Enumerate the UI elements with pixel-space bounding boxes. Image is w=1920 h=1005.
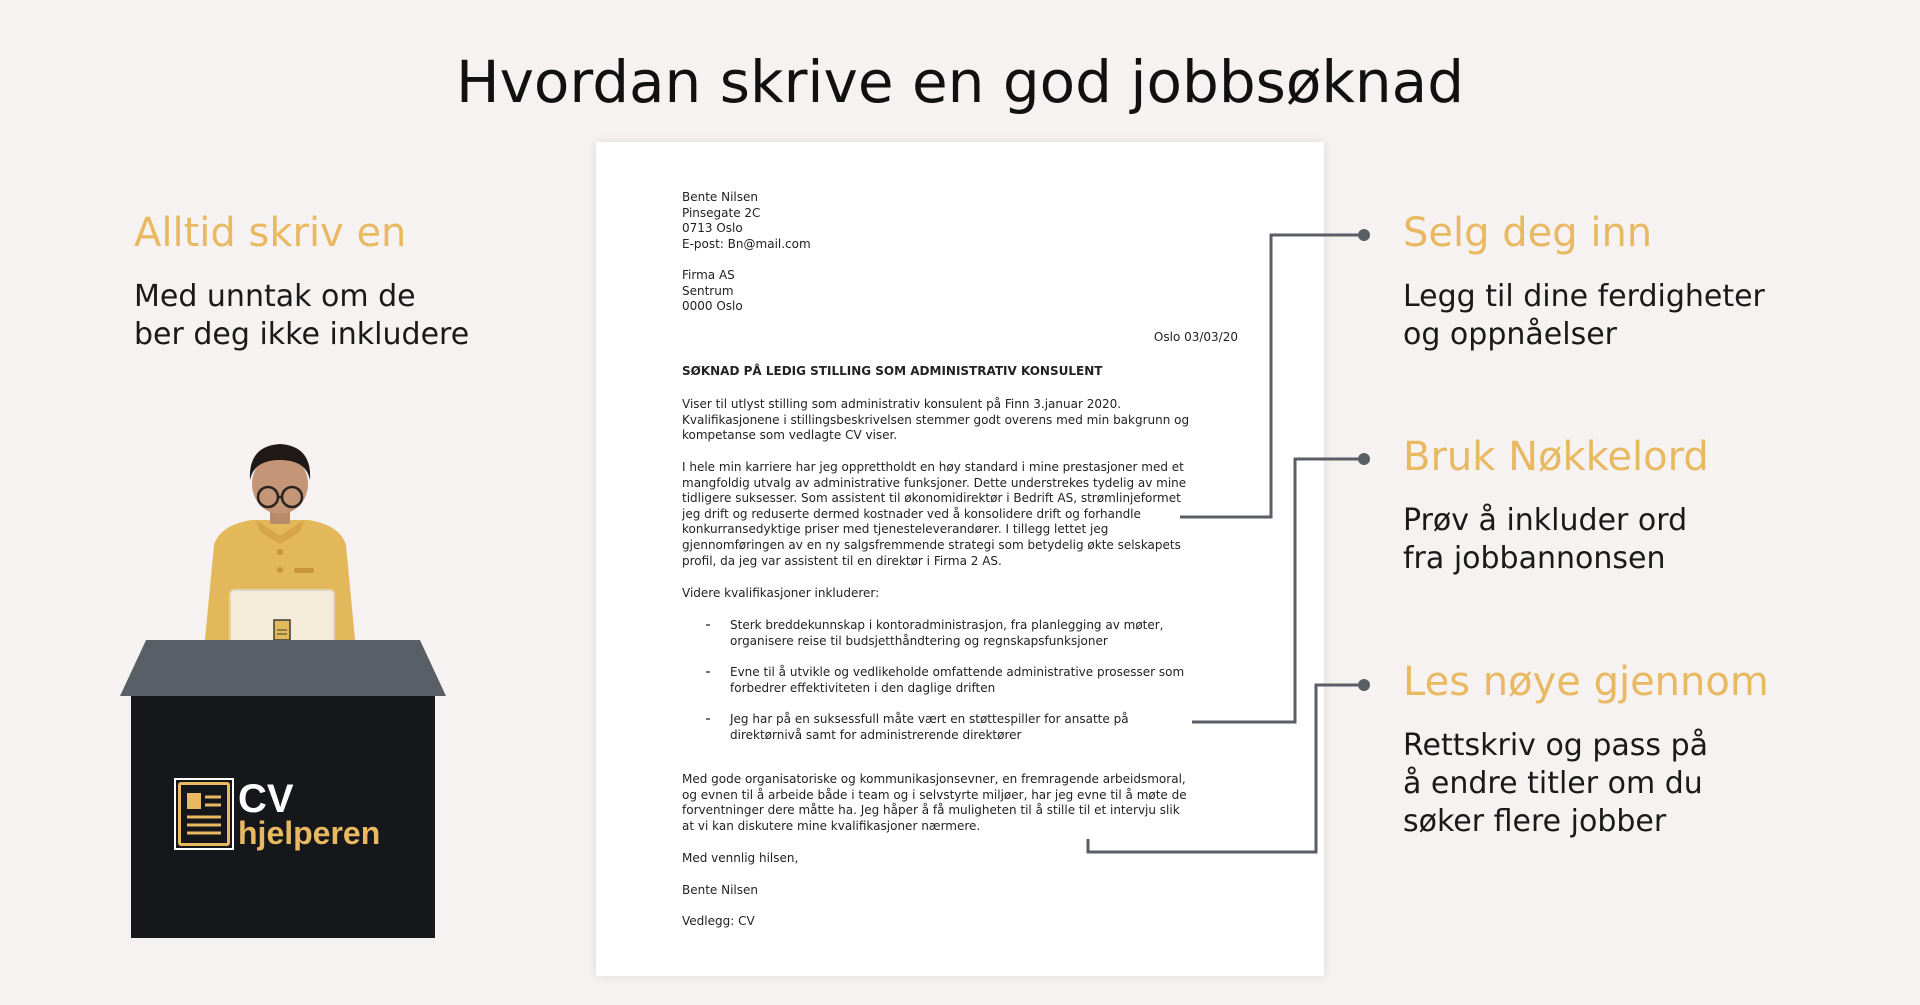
tip-heading: Selg deg inn xyxy=(1403,210,1653,256)
letter-line: tidligere suksesser. Som assistent til økonomidirektør i Bedrift AS, strømlinjeformet xyxy=(682,491,1181,506)
letter-line: I hele min karriere har jeg opprettholdt en høy standard i mine prestasjoner med et xyxy=(682,460,1184,474)
letter-line: og evnen til å arbeide både i team og i selvstyrte miljøer, har jeg evne til å møte de xyxy=(682,787,1187,802)
letter-line: Evne til å utvikle og vedlikeholde omfattende administrative prosesser som xyxy=(730,665,1185,679)
letter-line: kompetanse som vedlagte CV viser. xyxy=(682,428,898,443)
tip-body-line: ber deg ikke inkludere xyxy=(134,317,470,352)
desk-top xyxy=(120,640,446,696)
letter-line: Kvalifikasjonene i stillingsbeskrivelsen stemmer godt overens med min bakgrunn og xyxy=(682,412,1190,427)
tip-body-line: Med unntak om de xyxy=(134,279,416,314)
letter-line: Jeg har på en suksessfull måte vært en støttespiller for ansatte på xyxy=(730,712,1129,726)
letter-attachment: Vedlegg: CV xyxy=(682,914,755,928)
connector-keywords xyxy=(1192,459,1362,722)
letter-line: direktørnivå samt for administrerende direktører xyxy=(730,727,1022,742)
tip-heading: Alltid skriv en xyxy=(134,210,407,256)
tip-heading: Les nøye gjennom xyxy=(1403,659,1769,705)
letter-closing: Med vennlig hilsen, xyxy=(682,851,799,865)
tip-body-line: å endre titler om du xyxy=(1403,766,1703,801)
resume-icon xyxy=(178,782,230,846)
letter-line: Sentrum xyxy=(682,283,734,298)
logo-text-cv: CV xyxy=(238,777,294,821)
connector-dot xyxy=(1358,229,1370,241)
letter-line: Bente Nilsen xyxy=(682,190,759,204)
letter-line: Med gode organisatoriske og kommunikasjonsevner, en fremragende arbeidsmoral, xyxy=(682,772,1186,786)
letter-line: 0713 Oslo xyxy=(682,221,743,236)
letter-line: organisere reise til budsjetthåndtering og regnskapsfunksjoner xyxy=(730,633,1108,648)
tip-body-line: søker flere jobber xyxy=(1403,804,1667,839)
tip-heading: Bruk Nøkkelord xyxy=(1403,434,1709,480)
letter-line: Pinsegate 2C xyxy=(682,205,761,220)
tip-body-line: Prøv å inkluder ord xyxy=(1403,503,1688,538)
logo-text-hjelperen: hjelperen xyxy=(238,815,381,851)
letter-line: forventninger dere måtte ha. Jeg håper å få muligheten til å stille til et intervju slik xyxy=(682,803,1180,818)
connector-dot xyxy=(1358,453,1370,465)
letter-line: at vi kan diskutere mine kvalifikasjoner nærmere. xyxy=(682,818,981,833)
letter-line: forbedrer effektiviteten i den daglige driften xyxy=(730,680,996,695)
letter-date: Oslo 03/03/20 xyxy=(1153,330,1238,344)
letter-line: E-post: Bn@mail.com xyxy=(682,236,811,251)
letter-signature: Bente Nilsen xyxy=(682,883,759,897)
connector-proofread xyxy=(1088,685,1362,852)
letter-subject: SØKNAD PÅ LEDIG STILLING SOM ADMINISTRATIV KONSULENT xyxy=(682,364,1103,378)
page-title: Hvordan skrive en god jobbsøknad xyxy=(455,48,1465,116)
letter-line: 0000 Oslo xyxy=(682,299,743,314)
letter-line: Firma AS xyxy=(682,268,735,282)
tip-body-line: Legg til dine ferdigheter xyxy=(1403,279,1765,314)
letter-line: Viser til utlyst stilling som administrativ konsulent på Finn 3.januar 2020. xyxy=(682,397,1122,411)
connector-sell xyxy=(1180,235,1362,517)
tip-body-line: fra jobbannonsen xyxy=(1403,541,1666,576)
tip-body-line: og oppnåelser xyxy=(1403,317,1617,352)
connector-dot xyxy=(1358,679,1370,691)
letter-line: jeg drift og reduserte dermed kostnader ved å konsolidere drift og forhandle xyxy=(682,506,1141,521)
letter-line: konkurransedyktige priser med tjenesteleverandører. I tillegg lettet jeg xyxy=(682,522,1109,537)
letter-line: mangfoldig utvalg av administrative funksjoner. Dette understrekes tydelig av mine xyxy=(682,475,1187,490)
tip-body-line: Rettskriv og pass på xyxy=(1403,728,1709,763)
letter-line: profil, da jeg var assistent til en direktør i Firma 2 AS. xyxy=(682,553,1002,568)
qualifications-intro: Videre kvalifikasjoner inkluderer: xyxy=(682,586,880,600)
letter-line: gjennomføringen av en ny salgsfremmende strategi som betydelig økte selskapets xyxy=(682,537,1181,552)
letter-line: Sterk breddekunnskap i kontoradministrasjon, fra planlegging av møter, xyxy=(730,618,1164,632)
